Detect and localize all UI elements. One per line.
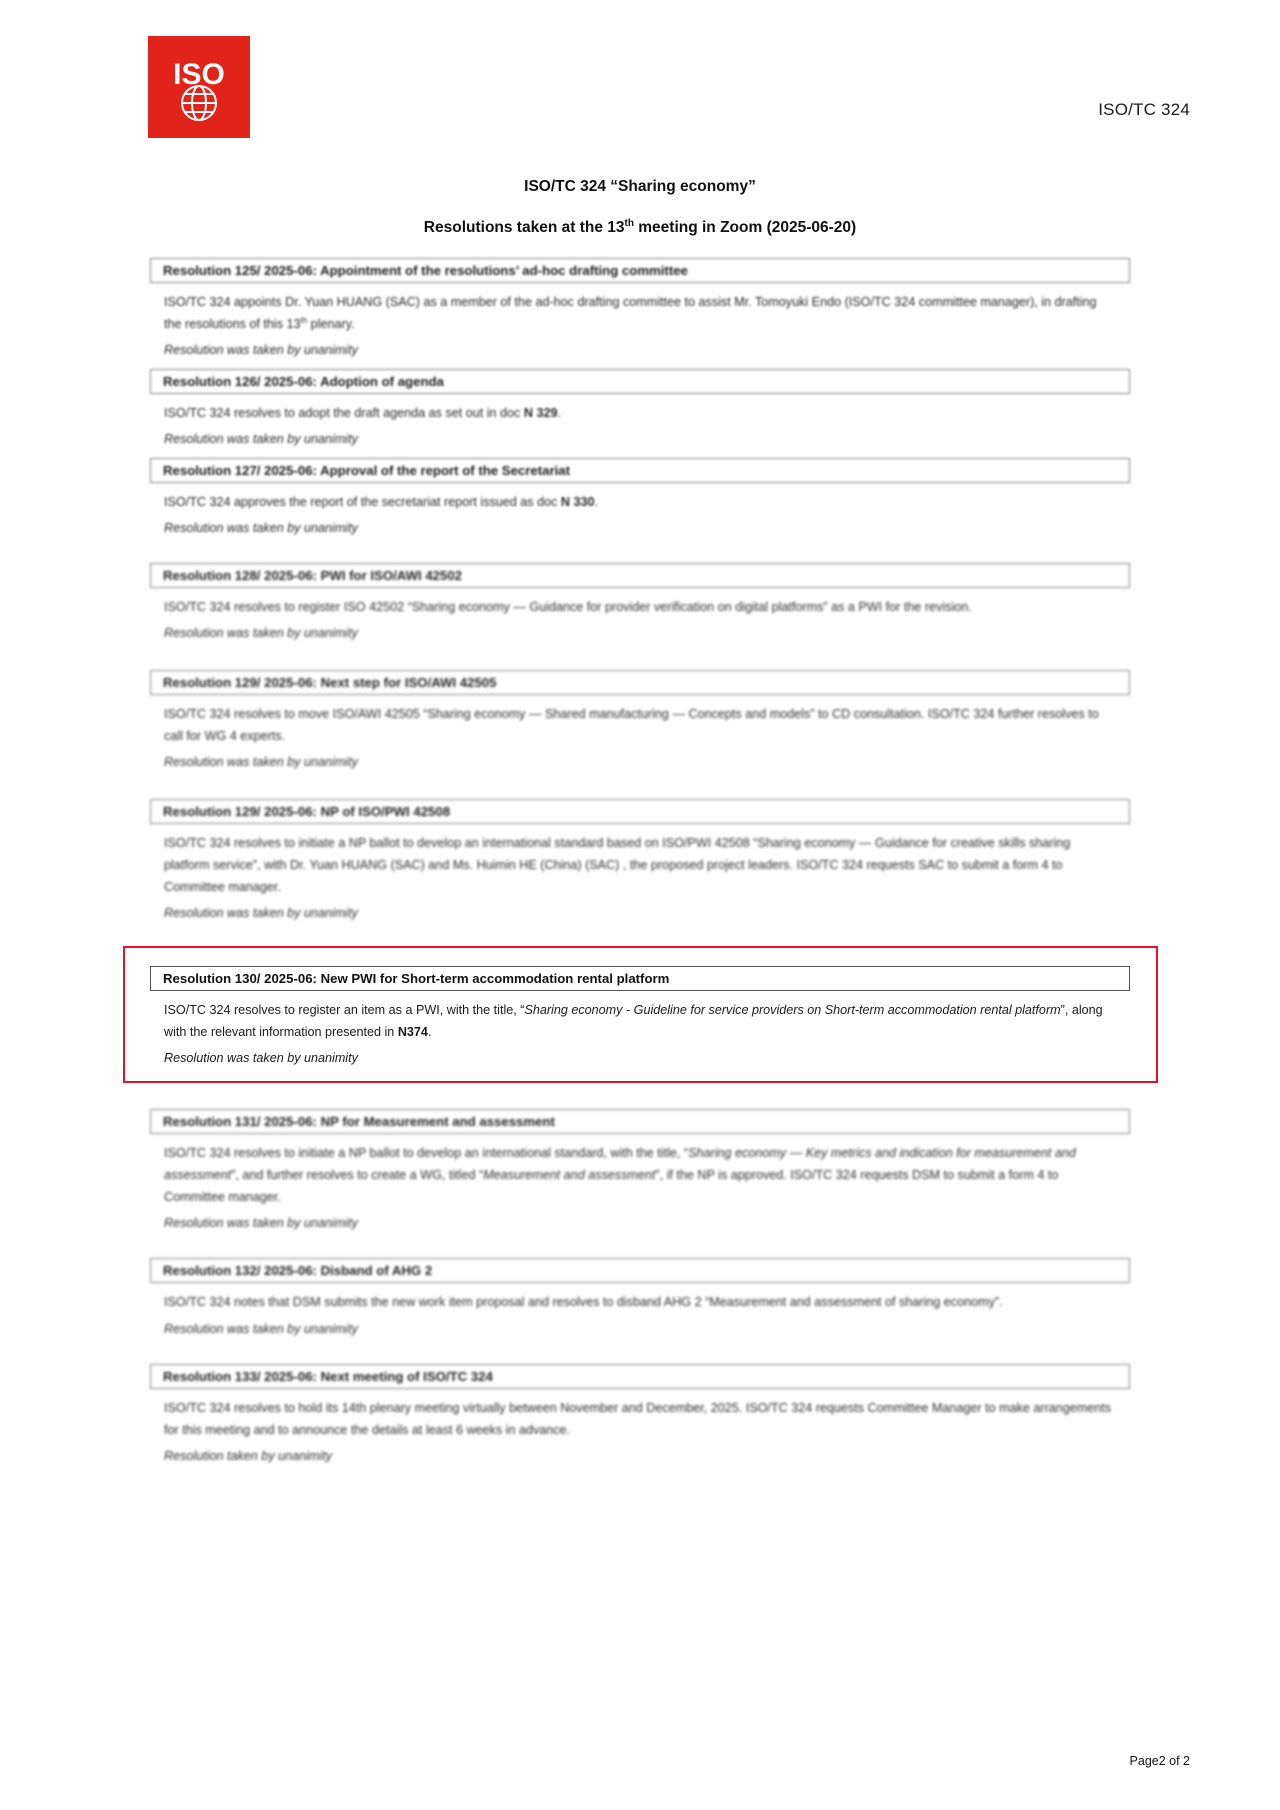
resolution-vote: Resolution was taken by unanimity	[164, 1051, 358, 1066]
page-subtitle	[0, 218, 1280, 237]
resolution-block	[150, 369, 1130, 446]
resolution-block	[150, 1258, 1130, 1335]
resolution-heading: Resolution 127/ 2025-06: Approval of the report of the Secretariat	[150, 458, 1130, 483]
resolution-heading: Resolution 126/ 2025-06: Adoption of agenda	[150, 369, 1130, 394]
resolution-heading: Resolution 131/ 2025-06: NP for Measurement and assessment	[150, 1109, 1130, 1134]
iso-logo	[148, 36, 250, 138]
page-title: ISO/TC 324 “Sharing economy”	[524, 178, 756, 195]
resolution-block	[150, 670, 1130, 769]
subtitle-ordinal-suffix: th	[624, 218, 634, 229]
resolution-body: ISO/TC 324 resolves to adopt the draft agenda as set out in doc N 329.	[164, 406, 561, 421]
resolution-block	[150, 1109, 1130, 1230]
resolution-body: ISO/TC 324 notes that DSM submits the new work item proposal and resolves to disband AHG 2 “Measurement and assessment of sharing economy”.	[164, 1295, 1003, 1310]
resolution-block	[150, 799, 1130, 920]
resolution-body: ISO/TC 324 resolves to initiate a NP ballot to develop an international standard, with the title, “Sharing economy — Key metrics and indication for measurement and assessment”, and further resolves to create a WG, titled “Measurement and assessment”, if the NP is approved. ISO/TC 324 requests DSM to submit a form 4 to Committee manager.	[164, 1146, 1076, 1205]
resolution-vote: Resolution was taken by unanimity	[164, 432, 358, 447]
resolution-vote: Resolution was taken by unanimity	[164, 343, 358, 358]
resolution-heading: Resolution 132/ 2025-06: Disband of AHG 2	[150, 1258, 1130, 1283]
resolution-body: ISO/TC 324 resolves to initiate a NP ballot to develop an international standard based on ISO/PWI 42508 “Sharing economy — Guidance for creative skills sharing platform service”, with Dr. Yuan HUANG (SAC) and Ms. Huimin HE (China) (SAC) , the proposed project leaders. ISO/TC 324 requests SAC to submit a form 4 to Committee manager.	[164, 836, 1071, 895]
resolution-block	[150, 1364, 1130, 1463]
resolution-block	[150, 563, 1130, 640]
subtitle-prefix: Resolutions taken at the 13	[423, 219, 625, 237]
resolution-vote: Resolution was taken by unanimity	[164, 521, 358, 536]
resolution-body: ISO/TC 324 appoints Dr. Yuan HUANG (SAC) as a member of the ad-hoc drafting committee to assist Mr. Tomoyuki Endo (ISO/TC 324 committee manager), in drafting the resolutions of this 13th plenary.	[164, 295, 1097, 332]
resolution-vote: Resolution was taken by unanimity	[164, 755, 358, 770]
resolution-vote: Resolution taken by unanimity	[164, 1448, 333, 1463]
resolution-heading: Resolution 133/ 2025-06: Next meeting of ISO/TC 324	[150, 1364, 1130, 1389]
resolution-vote: Resolution was taken by unanimity	[164, 1216, 358, 1231]
resolution-heading: Resolution 125/ 2025-06: Appointment of the resolutions’ ad-hoc drafting committee	[150, 258, 1130, 283]
resolution-block	[150, 258, 1130, 357]
resolution-body: ISO/TC 324 approves the report of the secretariat report issued as doc N 330.	[164, 495, 599, 510]
resolution-vote: Resolution was taken by unanimity	[164, 906, 358, 921]
resolution-heading: Resolution 130/ 2025-06: New PWI for Short-term accommodation rental platform	[150, 966, 1130, 991]
page-footer: Page2 of 2	[1129, 1754, 1190, 1768]
svg-text:ISO: ISO	[173, 58, 225, 91]
resolution-body: ISO/TC 324 resolves to register an item as a PWI, with the title, “Sharing economy - Guideline for service providers on Short-term accommodation rental platform”, along with the relevant information presented in N374.	[164, 1003, 1103, 1040]
resolution-vote: Resolution was taken by unanimity	[164, 1321, 358, 1336]
resolution-heading: Resolution 129/ 2025-06: Next step for ISO/AWI 42505	[150, 670, 1130, 695]
resolution-body: ISO/TC 324 resolves to move ISO/AWI 42505 “Sharing economy — Shared manufacturing — Concepts and models” to CD consultation. ISO/TC 324 further resolves to call for WG 4 experts.	[164, 707, 1099, 744]
resolution-heading: Resolution 129/ 2025-06: NP of ISO/PWI 42508	[150, 799, 1130, 824]
resolutions-list	[0, 258, 1280, 1463]
highlighted-resolution	[123, 946, 1158, 1083]
resolution-body: ISO/TC 324 resolves to register ISO 42502 “Sharing economy — Guidance for provider verification on digital platforms” as a PWI for the revision.	[164, 600, 972, 615]
resolution-heading: Resolution 128/ 2025-06: PWI for ISO/AWI 42502	[150, 563, 1130, 588]
resolution-body: ISO/TC 324 resolves to hold its 14th plenary meeting virtually between November and December, 2025. ISO/TC 324 requests Committee Manager to make arrangements for this meeting and to announce the details at least 6 weeks in advance.	[164, 1400, 1112, 1437]
resolution-block	[150, 458, 1130, 535]
subtitle-suffix: meeting in Zoom (2025-06-20)	[633, 219, 857, 237]
resolution-block	[150, 966, 1130, 1065]
resolution-vote: Resolution was taken by unanimity	[164, 626, 358, 641]
header-reference: ISO/TC 324	[1098, 100, 1190, 119]
